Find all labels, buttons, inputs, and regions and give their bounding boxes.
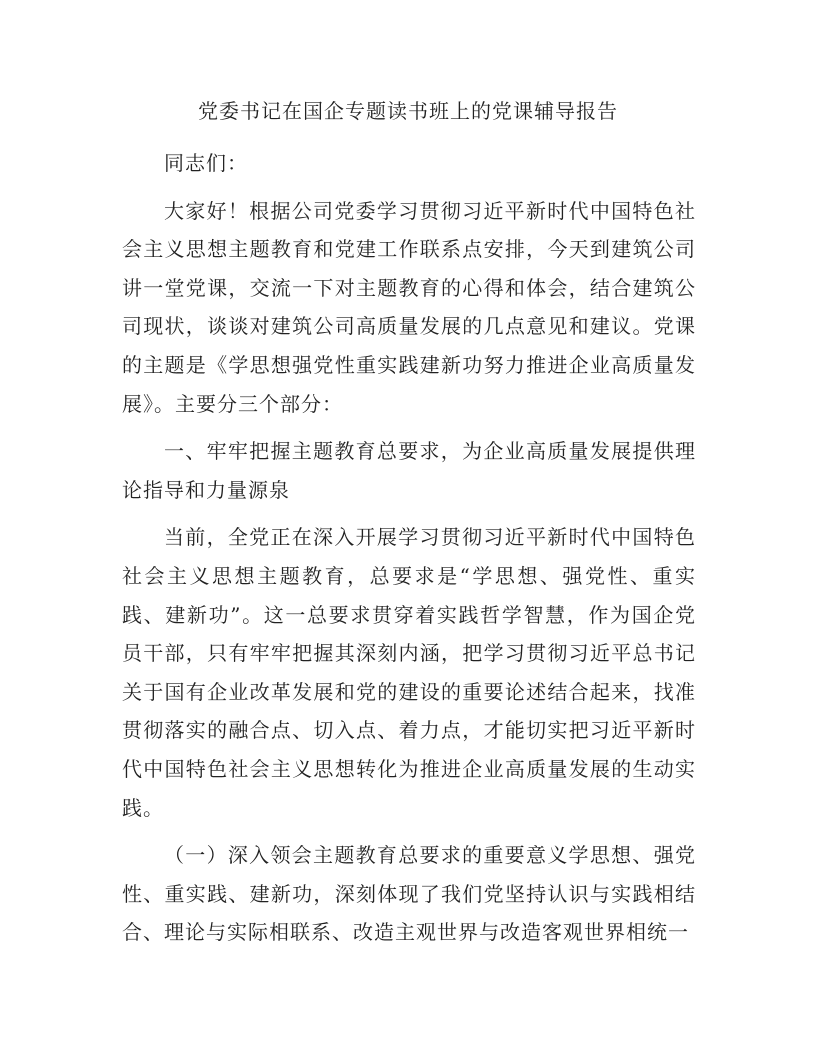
document-title: 党委书记在国企专题读书班上的党课辅导报告: [198, 99, 618, 123]
intro-paragraph: 大家好！根据公司党委学习贯彻习近平新时代中国特色社会主义思想主题教育和党建工作联系点安排，今天到建筑公司讲一堂党课，交流一下对主题教育的心得和体会，结合建筑公司现状，谈谈对建筑公司高质量发展的几点意见和建议。党课的主题是《学思想强党性重实践建新功努力推进企业高质量发展》。主要分三个部分：: [122, 198, 696, 416]
document-body: [122, 144, 696, 961]
section-one-heading: 一、牢牢把握主题教育总要求，为企业高质量发展提供理论指导和力量源泉: [122, 439, 696, 502]
subsection-one-paragraph: （一）深入领会主题教育总要求的重要意义学思想、强党性、重实践、建新功，深刻体现了我们党坚持认识与实践相结合、理论与实际相联系、改造主观世界与改造客观世界相统一: [122, 843, 696, 945]
section-one-paragraph: 当前，全党正在深入开展学习贯彻习近平新时代中国特色社会主义思想主题教育，总要求是“学思想、强党性、重实践、建新功”。这一总要求贯穿着实践哲学智慧，作为国企党员干部，只有牢牢把握其深刻内涵，把学习贯彻习近平总书记关于国有企业改革发展和党的建设的重要论述结合起来，找准贯彻落实的融合点、切入点、着力点，才能切实把习近平新时代中国特色社会主义思想转化为推进企业高质量发展的生动实践。: [122, 525, 696, 820]
salutation-paragraph: 同志们：: [164, 151, 248, 175]
